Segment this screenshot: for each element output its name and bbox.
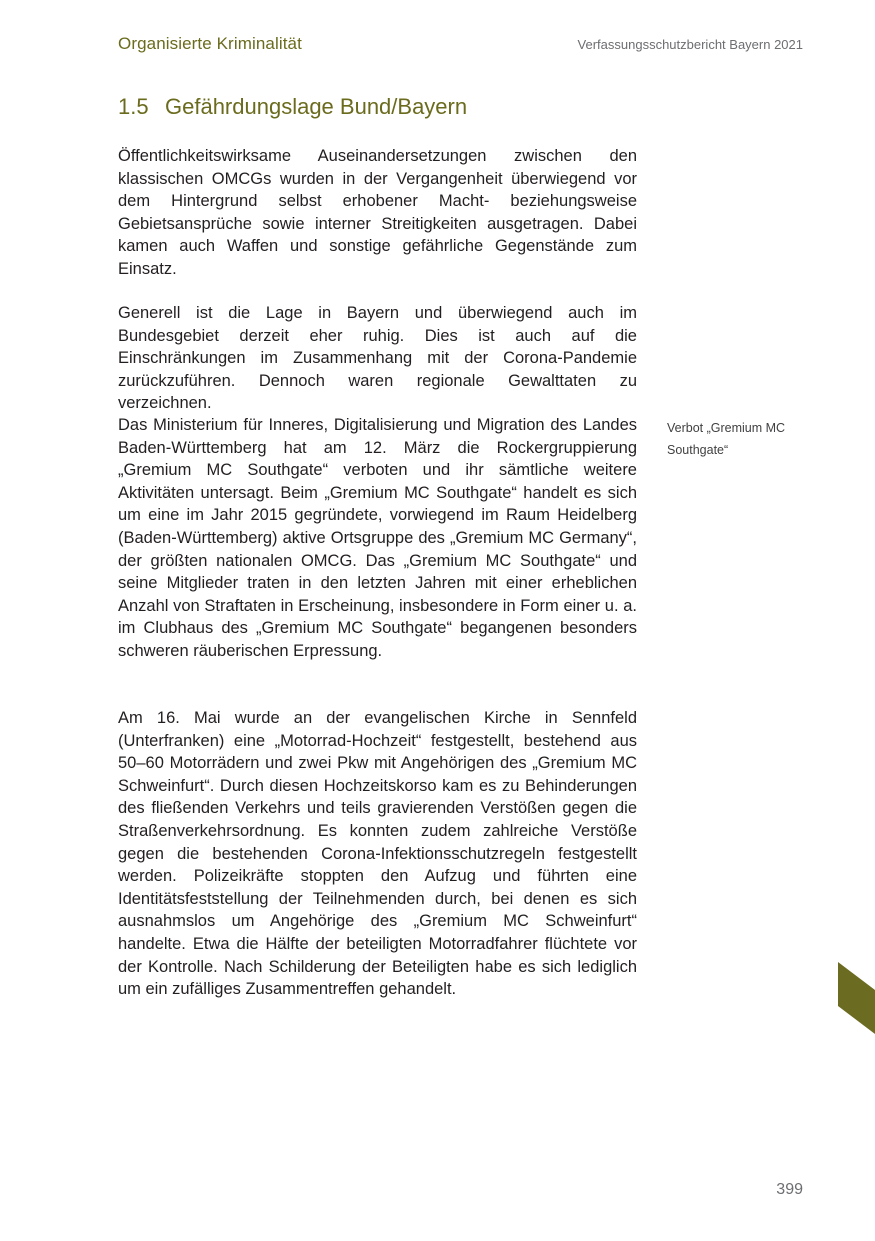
paragraph-1: Öffentlichkeitswirksame Auseinandersetzungen zwischen den klassischen OMCGs wurden in der Vergangenheit überwiegend vor dem Hintergrund selbst erhobener Macht- beziehungsweise Gebietsansprüche sowie interner Streitigkeiten ausgetragen. Dabei kamen auch Waffen und sonstige gefährliche Gegenstände zum Einsatz.: [118, 147, 637, 278]
chapter-edge-tab: [838, 962, 875, 1034]
margin-note: Verbot „Gremium MC Southgate“: [667, 421, 786, 457]
section-number: 1.5: [118, 94, 149, 119]
running-header-chapter: Organisierte Kriminalität: [118, 34, 302, 53]
running-header-publication: Verfassungsschutzbericht Bayern 2021: [577, 37, 803, 52]
paragraph-3: Das Ministerium für Inneres, Digitalisierung und Migration des Landes Baden-Württemberg hat am 12. März die Rockergruppierung „Gremium MC Southgate“ verboten und ihr sämtliche weitere Aktivitäten untersagt. Beim „Gremium MC Southgate“ handelt es sich um eine im Jahr 2015 gegründete, vorwiegend im Raum Heidelberg (Baden-Württemberg) aktive Ortsgruppe des „Gremium MC Germany“, der größten nationalen OMCG. Das „Gremium MC Southgate“ und seine Mitglieder traten in den letzten Jahren mit einer erheblichen Anzahl von Straftaten in Erscheinung, insbesondere in Form einer u. a. im Clubhaus des „Gremium MC Southgate“ begangenen besonders schweren räuberischen Erpressung.: [118, 416, 637, 660]
chapter-edge-tab-shape: [838, 962, 875, 1034]
section-title: Gefährdungslage Bund/Bayern: [165, 94, 468, 119]
section-heading: [118, 94, 467, 120]
paragraph-4: Am 16. Mai wurde an der evangelischen Kirche in Sennfeld (Unterfranken) eine „Motorrad-Hochzeit“ festgestellt, bestehend aus 50–60 Motorrädern und zwei Pkw mit Angehörigen des „Gremium MC Schweinfurt“. Durch diesen Hochzeitskorso kam es zu Behinderungen des fließenden Verkehrs und teils gravierenden Verstößen gegen die Straßenverkehrsordnung. Es konnten zudem zahlreiche Verstöße gegen die bestehenden Corona-Infektionsschutzregeln festgestellt werden. Polizeikräfte stoppten den Aufzug und führten eine Identitätsfeststellung der Teilnehmenden durch, bei denen es sich ausnahmslos um Angehörige des „Gremium MC Schweinfurt“ handelte. Etwa die Hälfte der beteiligten Motorradfahrer flüchtete vor der Kontrolle. Nach Schilderung der Beteiligten habe es sich lediglich um ein zufälliges Zusammentreffen gehandelt.: [118, 709, 637, 999]
page-number: 399: [776, 1181, 803, 1198]
paragraph-2: Generell ist die Lage in Bayern und überwiegend auch im Bundesgebiet derzeit eher ruhig. Dies ist auch auf die Einschränkungen im Zusammenhang mit der Corona-Pandemie zurückzuführen. Dennoch waren regionale Gewalttaten zu verzeichnen.: [118, 304, 637, 413]
